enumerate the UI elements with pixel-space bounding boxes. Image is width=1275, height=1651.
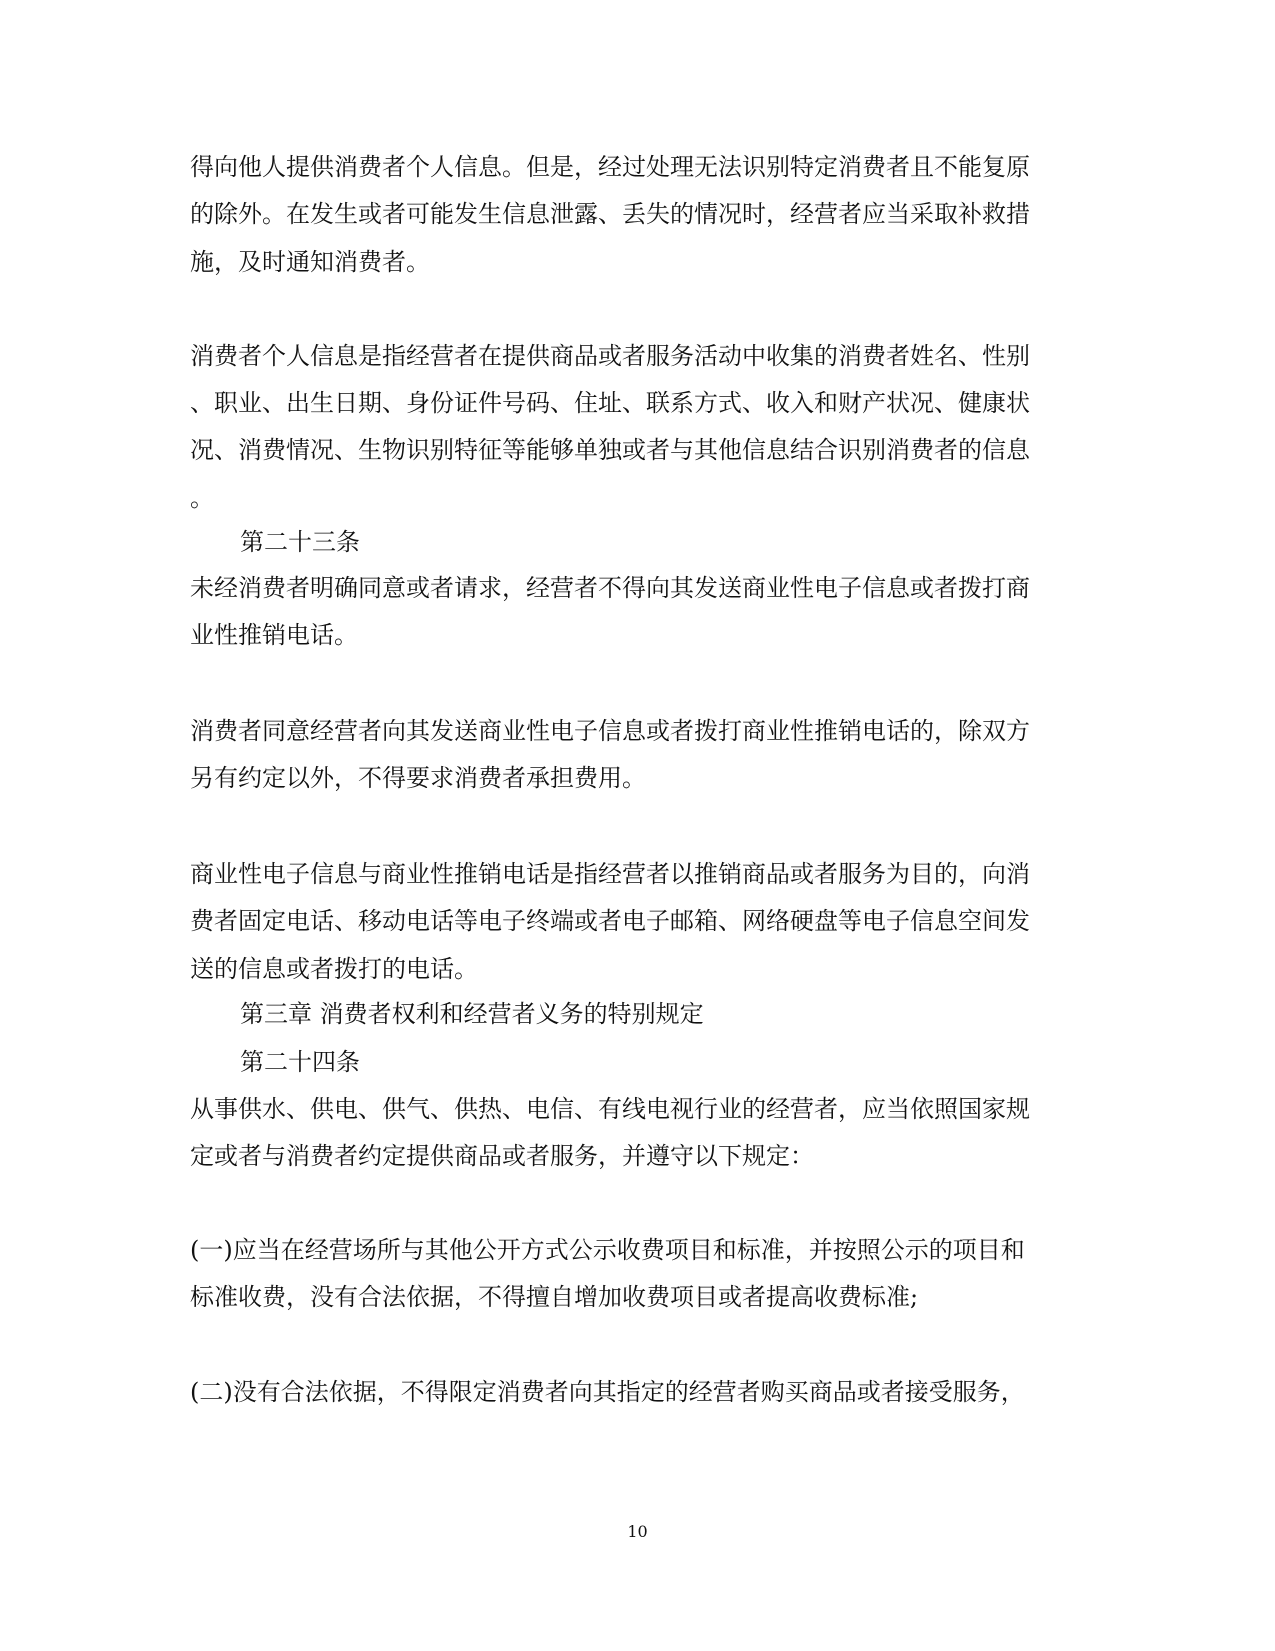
text-line: 未经消费者明确同意或者请求，经营者不得向其发送商业性电子信息或者拨打商 — [190, 574, 1030, 602]
text-line: 商业性电子信息与商业性推销电话是指经营者以推销商品或者服务为目的，向消 — [190, 860, 1030, 888]
text-line: 另有约定以外，不得要求消费者承担费用。 — [190, 764, 646, 792]
text-line: 的除外。在发生或者可能发生信息泄露、丢失的情况时，经营者应当采取补救措 — [190, 200, 1030, 228]
text-line: 况、消费情况、生物识别特征等能够单独或者与其他信息结合识别消费者的信息 — [190, 436, 1030, 464]
text-line: 、职业、出生日期、身份证件号码、住址、联系方式、收入和财产状况、健康状 — [190, 389, 1030, 417]
article-heading: 第二十四条 — [240, 1048, 360, 1076]
text-line: 得向他人提供消费者个人信息。但是，经过处理无法识别特定消费者且不能复原 — [190, 153, 1030, 181]
article-heading: 第二十三条 — [240, 528, 360, 556]
chapter-heading: 第三章 消费者权利和经营者义务的特别规定 — [240, 1000, 704, 1028]
text-line: 业性推销电话。 — [190, 621, 358, 649]
text-line: 消费者个人信息是指经营者在提供商品或者服务活动中收集的消费者姓名、性别 — [190, 342, 1030, 370]
text-line: 标准收费，没有合法依据，不得擅自增加收费项目或者提高收费标准; — [190, 1283, 919, 1311]
text-line: 施，及时通知消费者。 — [190, 248, 430, 276]
text-line: 消费者同意经营者向其发送商业性电子信息或者拨打商业性推销电话的，除双方 — [190, 717, 1030, 745]
text-line: (二)没有合法依据，不得限定消费者向其指定的经营者购买商品或者接受服务， — [190, 1378, 1025, 1406]
page-number: 10 — [627, 1522, 648, 1541]
text-line: 。 — [190, 484, 214, 512]
text-line: 送的信息或者拨打的电话。 — [190, 955, 478, 983]
text-line: 定或者与消费者约定提供商品或者服务，并遵守以下规定： — [190, 1142, 814, 1170]
text-line: (一)应当在经营场所与其他公开方式公示收费项目和标准，并按照公示的项目和 — [190, 1236, 1025, 1264]
text-line: 费者固定电话、移动电话等电子终端或者电子邮箱、网络硬盘等电子信息空间发 — [190, 907, 1030, 935]
text-line: 从事供水、供电、供气、供热、电信、有线电视行业的经营者，应当依照国家规 — [190, 1095, 1030, 1123]
